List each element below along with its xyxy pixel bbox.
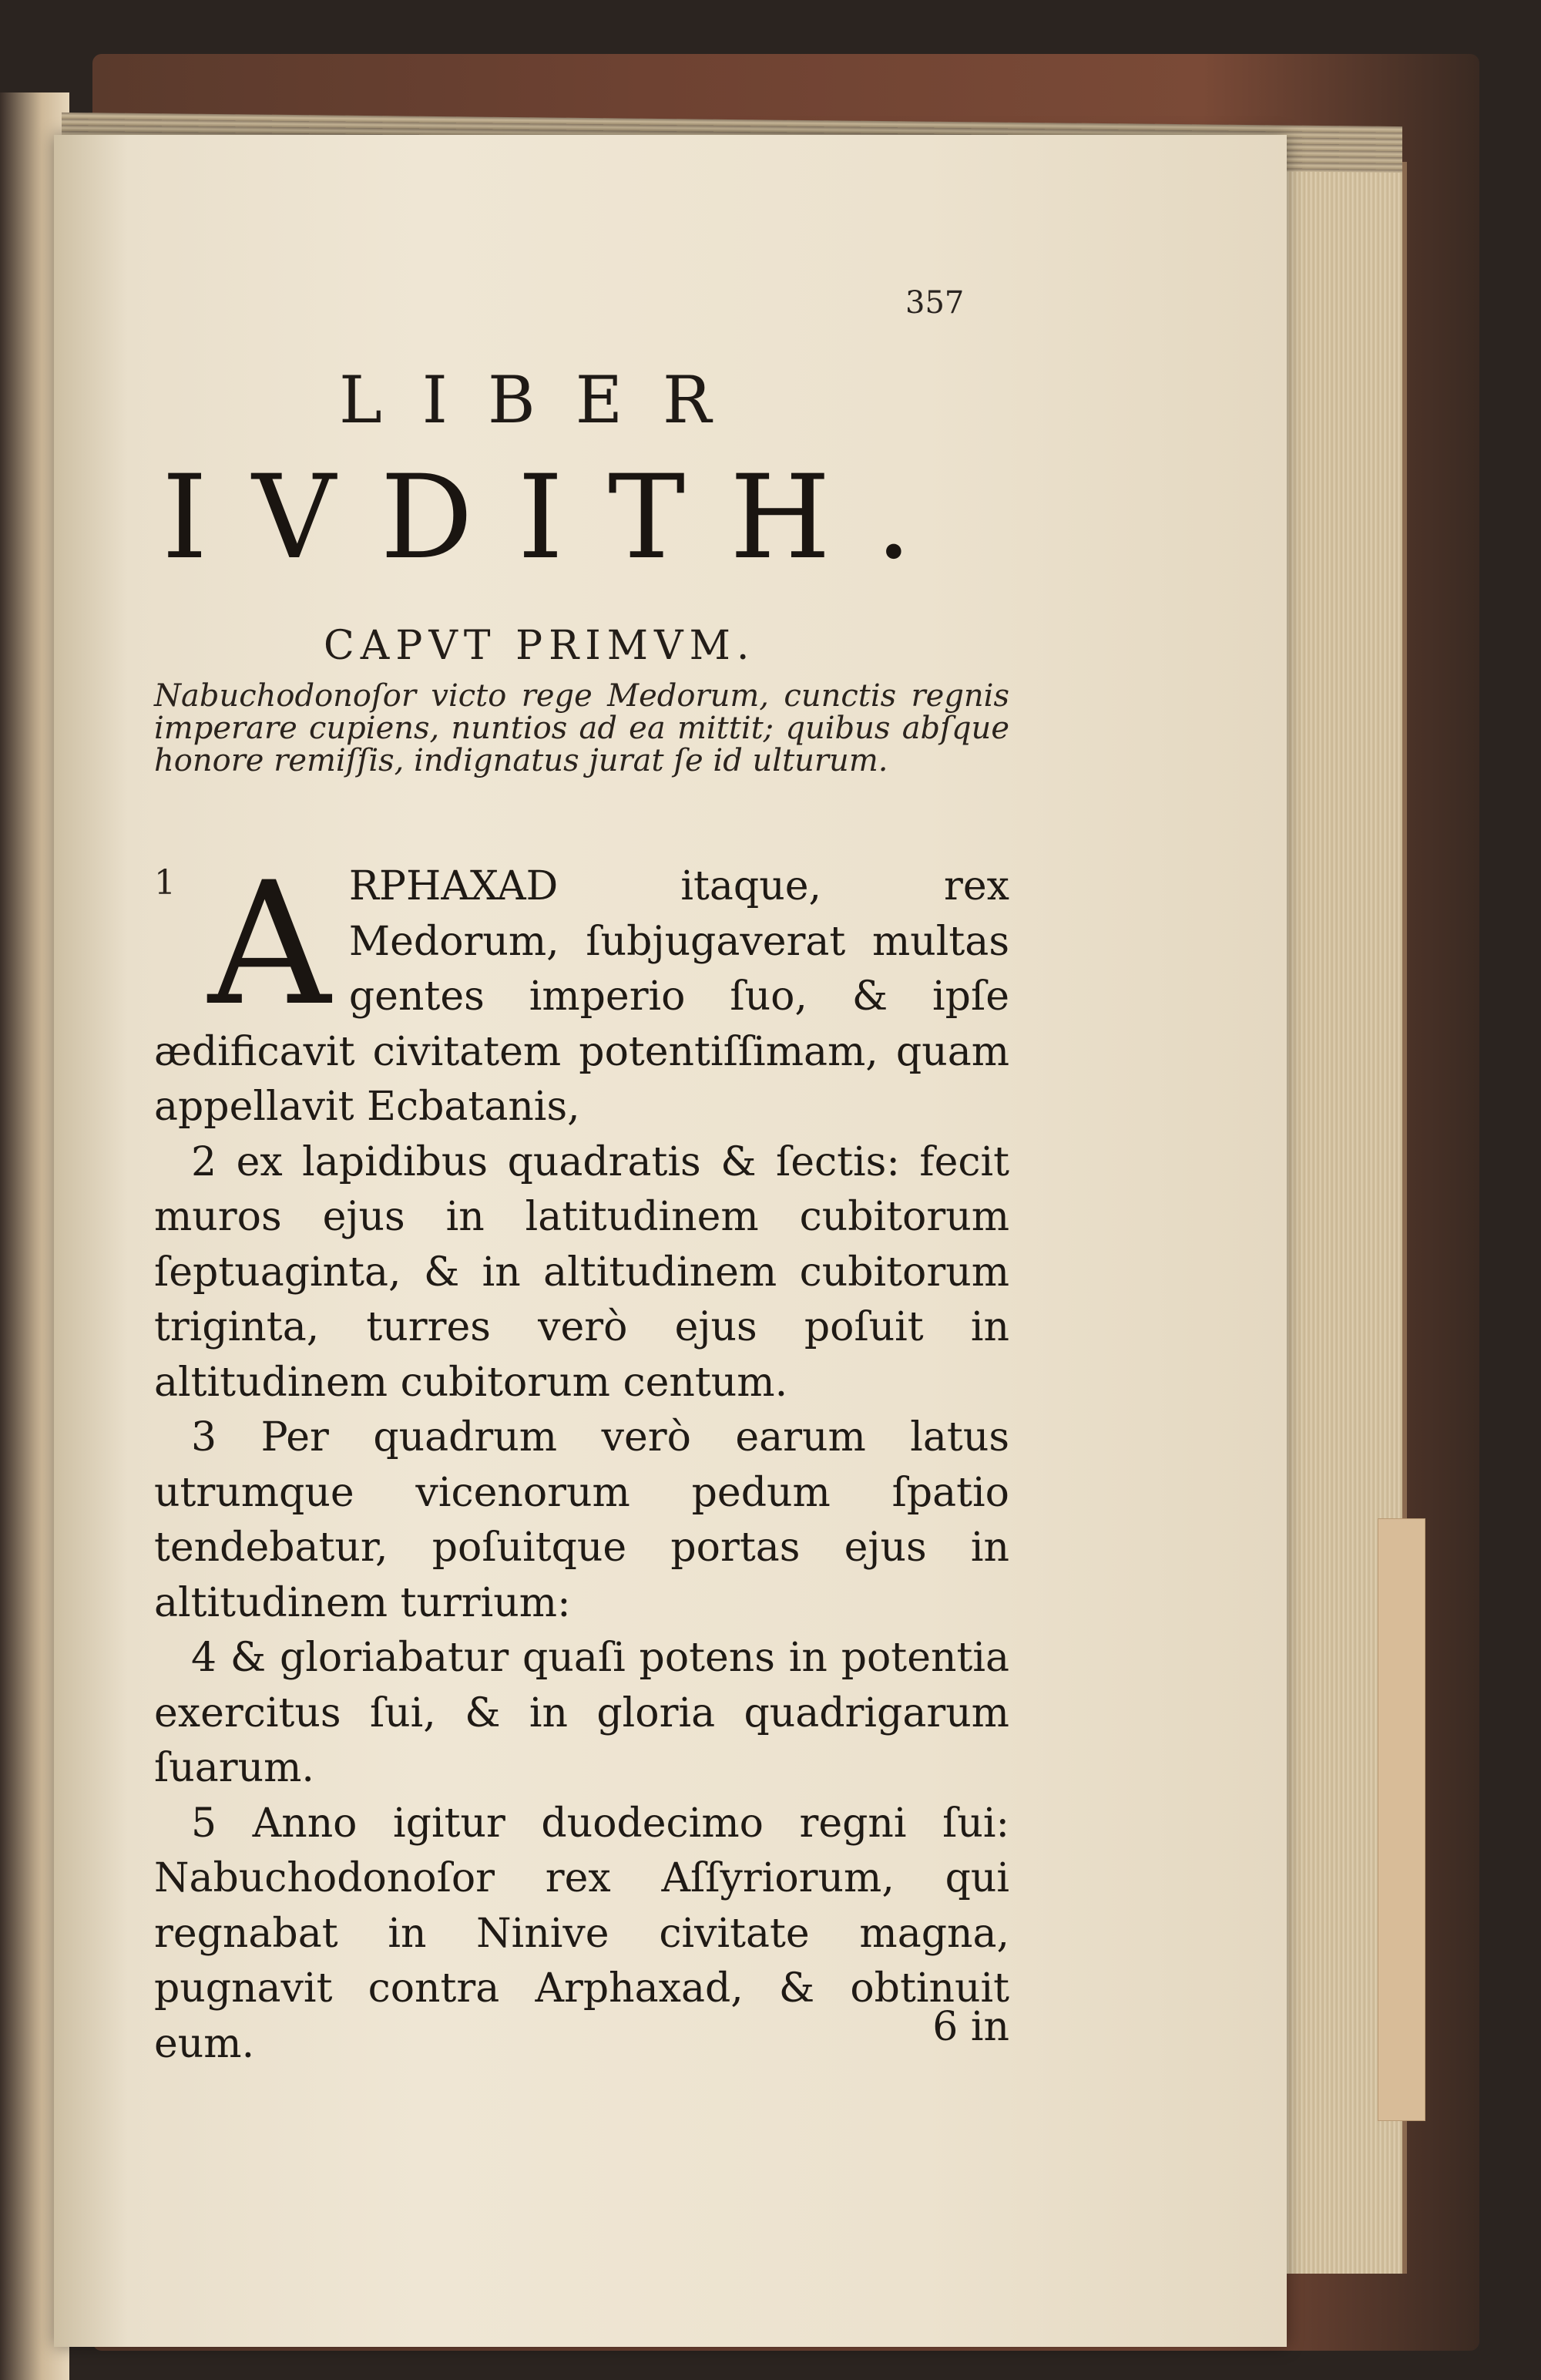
chapter-heading: CAPVT PRIMVM. xyxy=(324,623,756,669)
catchword-line xyxy=(154,2004,1009,2050)
verse-1: ARPHAXAD itaque, rex Medorum, ſubjugaverat multas gentes imperio ſuo, & ipſe ædificavit civitatem potentiſſimam, quam appellavit Ecbatanis, xyxy=(154,845,1009,1130)
dropcap: A xyxy=(208,845,331,1043)
verse-4: 4 & gloriabatur quaſi potens in potentia exercitus ſui, & in gloria quadrigarum ſuarum. xyxy=(154,1635,1009,1791)
heading-book-title: IVDITH. xyxy=(162,451,957,585)
verse-3: 3 Per quadrum verò earum latus utrumque vicenorum pedum ſpatio tendebatur, poſuitque portas ejus in altitudinem turrium: xyxy=(154,1414,1009,1626)
chapter-summary: Nabuchodonoſor victo rege Medorum, cunctis regnis imperare cupiens, nuntios ad ea mittit; quibus abſque honore remiſſis, indignatus jurat ſe id ulturum. xyxy=(154,678,1009,778)
verse-2: 2 ex lapidibus quadratis & ſectis: fecit muros ejus in latitudinem cubitorum ſeptuaginta, & in altitudinem cubitorum triginta, turres verò ejus poſuit in altitudinem cubitorum centum. xyxy=(154,1138,1009,1406)
catchword: 6 in xyxy=(932,2004,1009,2050)
heading-liber: LIBER xyxy=(339,362,752,438)
verse-number-1: 1 xyxy=(154,863,176,903)
bookmark-slip xyxy=(1378,1518,1425,2121)
body-text xyxy=(154,845,1009,2072)
verse-5: 5 Anno igitur duodecimo regni ſui: Nabuchodonoſor rex Aſſyriorum, qui regnabat in Ninive civitate magna, pugnavit contra Arphaxad, & obtinuit eum. xyxy=(154,1800,1009,2067)
page-number: 357 xyxy=(905,285,965,321)
